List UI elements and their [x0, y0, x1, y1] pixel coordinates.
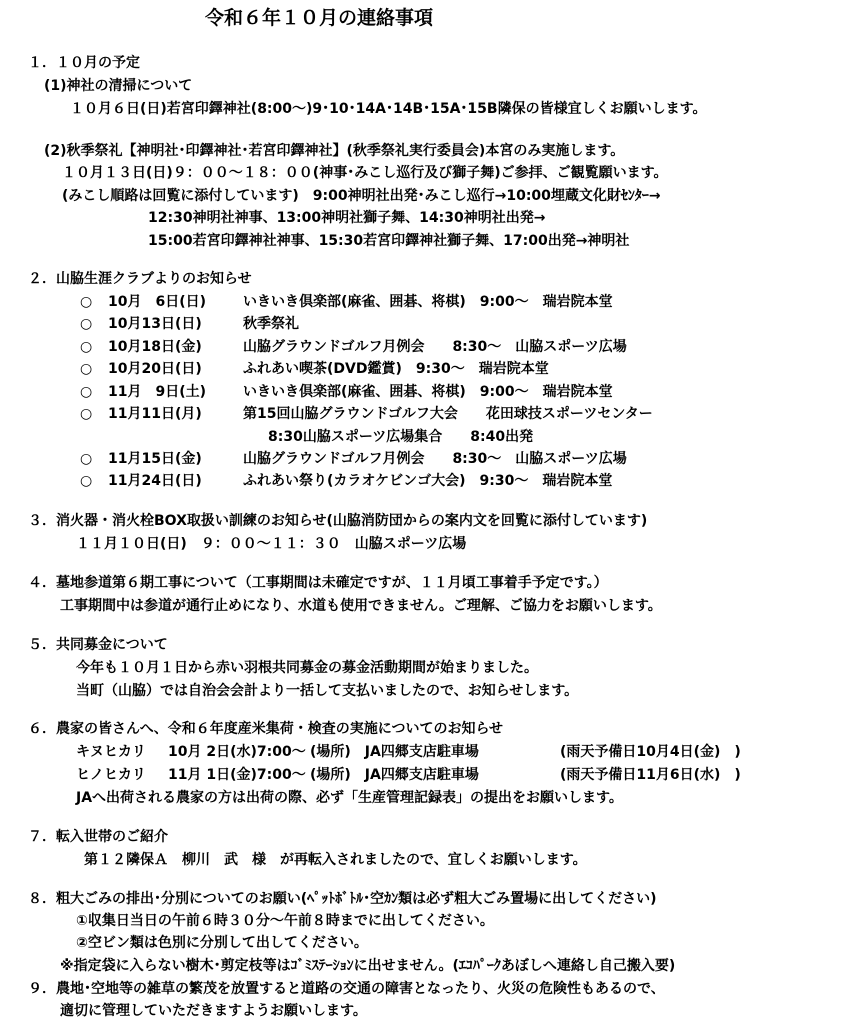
bullet-circle: ○ [80, 384, 93, 400]
schedule-row [80, 448, 627, 470]
section-1-sub1-body: １０月６日(日)若宮印鐸神社(8:00～)9･10･14A･14B･15A･15B隣保の皆様宜しくお願いします。 [70, 101, 707, 117]
section-2-heading: ２．山脇生涯クラブよりのお知らせ [28, 271, 252, 287]
bullet-circle: ○ [80, 451, 93, 467]
document-title: 令和６年１０月の連絡事項 [205, 7, 434, 29]
inspection-date: 10月 2日(水)7:00～ [168, 744, 306, 760]
section-1-heading: １．１０月の予定 [28, 55, 140, 71]
schedule-row [80, 403, 653, 425]
schedule-row [80, 313, 299, 335]
section-8-heading: ８．粗大ごみの排出･分別についてのお願い(ﾍﾟｯﾄﾎﾞﾄﾙ･空ｶﾝ類は必ず粗大ごみ置場に出してください) [28, 891, 657, 907]
schedule-date: 11月15日(金) [108, 451, 202, 467]
schedule-date: 11月11日(月) [108, 406, 202, 422]
section-9-line2: 適切に管理していただきますようお願いします。 [60, 1003, 367, 1019]
bullet-circle: ○ [80, 361, 93, 377]
schedule-desc: ふれあい喫茶(DVD鑑賞) 9:30～ 瑞岩院本堂 [243, 361, 549, 377]
section-1-sub2-heading: (2)秋季祭礼【神明社･印鐸神社･若宮印鐸神社】(秋季祭礼実行委員会)本宮のみ実施します。 [44, 143, 625, 159]
schedule-row [80, 381, 613, 403]
section-8-note: ※指定袋に入らない樹木･剪定枝等はｺﾞﾐｽﾃｰｼｮﾝに出せません。(ｴｺﾊﾟｰｸあぼしへ連絡し自己搬入要) [60, 958, 676, 974]
bullet-circle: ○ [80, 294, 93, 310]
schedule-row [80, 470, 612, 492]
schedule-row [80, 358, 549, 380]
schedule-desc: 秋季祭礼 [243, 316, 299, 332]
section-5-line2: 当町（山脇）では自治会会計より一括して支払いましたので、お知らせします。 [76, 683, 579, 699]
schedule-date: 11月 9日(土) [108, 384, 207, 400]
bullet-circle: ○ [80, 473, 93, 489]
rice-variety: ヒノヒカリ [76, 767, 146, 783]
section-3-heading: ３．消火器・消火栓BOX取扱い訓練のお知らせ(山脇消防団からの案内文を回覧に添付しています) [28, 513, 648, 529]
inspection-place: (場所) JA四郷支店駐車場 [310, 767, 479, 783]
schedule-desc: ふれあい祭り(カラオケビンゴ大会) 9:30～ 瑞岩院本堂 [243, 473, 613, 489]
section-7-heading: ７．転入世帯のご紹介 [28, 829, 168, 845]
section-1-sub2-line1: １０月１３日(日)９：００～１８：００(神事･みこし巡行及び獅子舞)ご参拝、ご観覧願います。 [62, 165, 668, 181]
schedule-row [80, 291, 613, 313]
rice-variety: キヌヒカリ [76, 744, 146, 760]
inspection-place: (場所) JA四郷支店駐車場 [310, 744, 479, 760]
schedule-date: 10月 6日(日) [108, 294, 207, 310]
section-1-sub1-heading: (1)神社の清掃について [44, 78, 193, 94]
section-8-item1: ①収集日当日の午前６時３０分～午前８時までに出してください。 [76, 913, 494, 929]
section-4-heading: ４．墓地参道第６期工事について（工事期間は未確定ですが、１１月頃工事着手予定です。） [28, 575, 608, 591]
schedule-date: 10月18日(金) [108, 339, 202, 355]
rice-inspection-row [76, 741, 741, 763]
schedule-desc: 山脇グラウンドゴルフ月例会 8:30～ 山脇スポーツ広場 [243, 339, 627, 355]
bullet-circle: ○ [80, 406, 93, 422]
schedule-date: 10月20日(日) [108, 361, 202, 377]
bullet-circle: ○ [80, 316, 93, 332]
section-9-line1: ９．農地･空地等の雑草の繁茂を放置すると道路の交通の障害となったり、火災の危険性もあるので、 [28, 981, 665, 997]
rain-date: (雨天予備日11月6日(水) ) [560, 767, 741, 783]
schedule-date: 10月13日(日) [108, 316, 202, 332]
section-7-body: 第１２隣保Ａ 柳川 武 様 が再転入されましたので、宜しくお願いします。 [84, 852, 587, 868]
section-1-sub2-line4: 15:00若宮印鐸神社神事、15:30若宮印鐸神社獅子舞、17:00出発→神明社 [148, 233, 630, 249]
inspection-date: 11月 1日(金)7:00～ [168, 767, 306, 783]
rain-date: (雨天予備日10月4日(金) ) [560, 744, 741, 760]
schedule-row [80, 336, 627, 358]
section-4-body: 工事期間中は参道が通行止めになり、水道も使用できません。ご理解、ご協力をお願いします。 [60, 598, 662, 614]
schedule-desc: 第15回山脇グラウンドゴルフ大会 花田球技スポーツセンター [243, 406, 653, 422]
schedule-date: 11月24日(日) [108, 473, 202, 489]
section-8-item2: ②空ビン類は色別に分別して出してください。 [76, 935, 368, 951]
section-6-note: JAへ出荷される農家の方は出荷の際、必ず「生産管理記録表」の提出をお願いします。 [76, 790, 623, 806]
schedule-desc: いきいき倶楽部(麻雀、囲碁、将棋) 9:00～ 瑞岩院本堂 [243, 384, 613, 400]
section-6-heading: ６．農家の皆さんへ、令和６年度産米集荷・検査の実施についてのお知らせ [28, 721, 504, 737]
bullet-circle: ○ [80, 339, 93, 355]
section-5-heading: ５．共同募金について [28, 637, 168, 653]
section-1-sub2-line3: 12:30神明社神事、13:00神明社獅子舞、14:30神明社出発→ [148, 210, 546, 226]
schedule-desc: いきいき倶楽部(麻雀、囲碁、将棋) 9:00～ 瑞岩院本堂 [243, 294, 613, 310]
section-1-sub2-line2: (みこし順路は回覧に添付しています) 9:00神明社出発･みこし巡行→10:00埋蔵文化財ｾﾝﾀｰ→ [62, 188, 661, 204]
section-5-line1: 今年も１０月１日から赤い羽根共同募金の募金活動期間が始まりました。 [76, 660, 538, 676]
section-3-body: １１月１０日(日) ９：００～１１：３０ 山脇スポーツ広場 [76, 536, 467, 552]
schedule-continuation: 8:30山脇スポーツ広場集合 8:40出発 [268, 429, 534, 445]
rice-inspection-row [76, 764, 741, 786]
schedule-desc: 山脇グラウンドゴルフ月例会 8:30～ 山脇スポーツ広場 [243, 451, 627, 467]
